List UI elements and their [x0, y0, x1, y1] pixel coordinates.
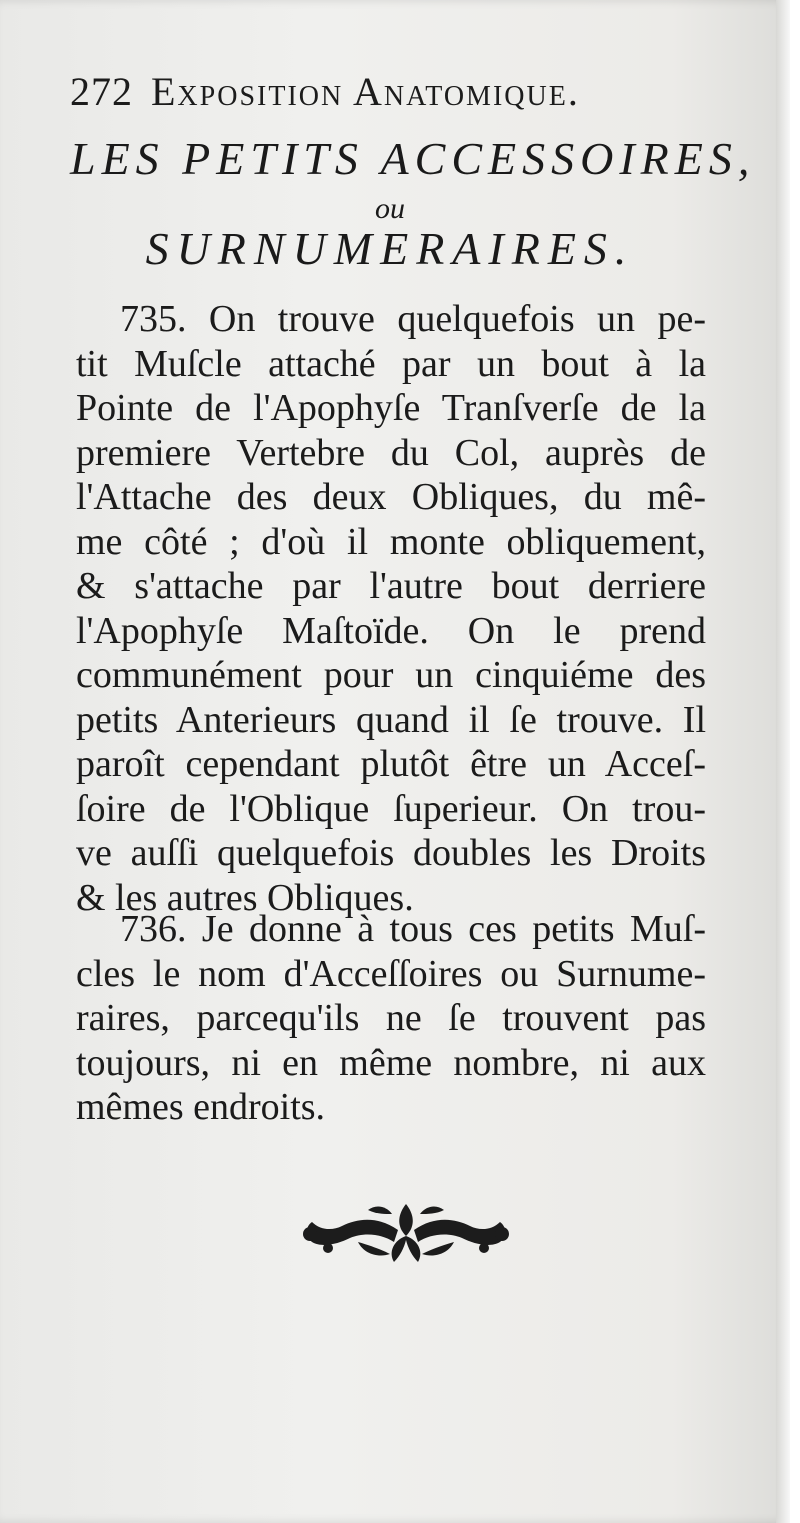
text-line: premiere Vertebre du Col, auprès de — [76, 431, 706, 474]
text-line: 736. Je donne à tous ces petits Muſ- — [120, 908, 706, 950]
floral-fleuron-ornament-icon — [298, 1196, 514, 1268]
running-title: Exposition Anatomique. — [151, 69, 580, 114]
text-line: & les autres Obliques. — [76, 876, 414, 919]
text-line: toujours, ni en même nombre, ni aux — [76, 1041, 706, 1084]
page-number: 272 — [70, 69, 133, 114]
paragraph-736 — [76, 907, 706, 1130]
text-line: l'Apophyſe Maſtoïde. On le prend — [76, 609, 706, 652]
section-title-line-2: ou — [375, 192, 405, 225]
paragraph-735 — [76, 297, 706, 920]
page-edge — [776, 0, 790, 1523]
running-head — [70, 68, 690, 115]
text-line: petits Anterieurs quand il ſe trouve. Il — [76, 698, 706, 741]
text-line: cles le nom d'Acceſſoires ou Surnume- — [76, 952, 706, 995]
text-line: paroît cependant plutôt être un Acceſ- — [76, 743, 706, 785]
text-line: ſoire de l'Oblique ſuperieur. On trou- — [76, 787, 706, 830]
section-title-line-3: SURNUMERAIRES. — [145, 223, 635, 274]
text-line: l'Attache des deux Obliques, du mê- — [76, 476, 706, 518]
text-line: mêmes endroits. — [76, 1086, 326, 1128]
text-line: ve auſſi quelquefois doubles les Droits — [76, 832, 706, 874]
text-line: Pointe de l'Apophyſe Tranſverſe de la — [76, 387, 706, 429]
text-line: tit Muſcle attaché par un bout à la — [76, 342, 706, 385]
text-line: 735. On trouve quelquefois un pe- — [120, 298, 706, 340]
section-title-line-1: LES PETITS ACCESSOIRES, — [70, 133, 756, 184]
text-line: & s'attache par l'autre bout derriere — [76, 565, 706, 607]
text-line: me côté ; d'où il monte obliquement, — [76, 520, 706, 563]
text-line: raires, parcequ'ils ne ſe trouvent pas — [76, 997, 706, 1039]
text-line: communément pour un cinquiéme des — [76, 654, 706, 696]
